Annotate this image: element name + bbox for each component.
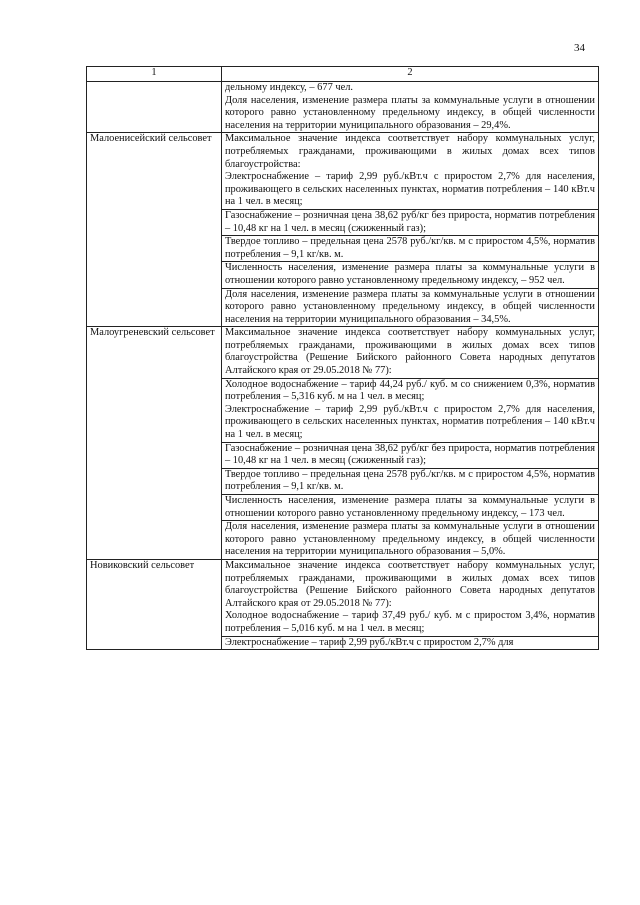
indicator-description — [222, 559, 599, 649]
table-row — [87, 559, 599, 649]
description-paragraph: Холодное водоснабжение – тариф 44,24 руб./ куб. м со снижением 0,3%, норматив потребления – 5,316 куб. м на 1 чел. в месяц; — [222, 378, 598, 404]
description-paragraph: Максимальное значение индекса соответствует набору коммунальных услуг, потребляемых гражданами, проживающими в жилых домах всех типов благоустройства (Решение Бийского районного Совета народных депутатов Алтайского края от 29.05.2018 № 77): — [225, 559, 595, 609]
page-number: 34 — [574, 42, 585, 54]
indicator-description — [222, 327, 599, 560]
municipality-name: Малоугреневский сельсовет — [87, 327, 222, 560]
table-body — [87, 82, 599, 650]
document-table — [86, 66, 599, 650]
indicator-description — [222, 82, 599, 133]
description-paragraph: Численность населения, изменение размера платы за коммунальные услуги в отношении которого равно установленному предельному индексу, – 173 чел. — [222, 494, 598, 520]
description-paragraph: Электроснабжение – тариф 2,99 руб./кВт.ч с приростом 2,7% для населения, проживающего в сельских населенных пунктах, норматив потребления – 140 кВт.ч на 1 чел. в месяц; — [225, 171, 595, 208]
description-paragraph: Доля населения, изменение размера платы за коммунальные услуги в отношении которого равно установленному предельному индексу, в общей численности населения на территории муниципального образования – 34,5%. — [222, 288, 598, 327]
description-paragraph: Газоснабжение – розничная цена 38,62 руб/кг без прироста, норматив потребления – 10,48 кг на 1 чел. в месяц (сжиженный газ); — [222, 442, 598, 468]
description-paragraph: Максимальное значение индекса соответствует набору коммунальных услуг, потребляемых гражданами, проживающими в жилых домах всех типов благоустройства: — [225, 133, 595, 170]
description-paragraph: Электроснабжение – тариф 2,99 руб./кВт.ч с приростом 2,7% для — [222, 636, 598, 650]
description-paragraph: Газоснабжение – розничная цена 38,62 руб/кг без прироста, норматив потребления – 10,48 кг на 1 чел. в месяц (сжиженный газ); — [222, 209, 598, 235]
column-header-1: 1 — [87, 67, 222, 82]
column-header-2: 2 — [222, 67, 599, 82]
municipality-name: Новиковский сельсовет — [87, 559, 222, 649]
municipality-name: Малоенисейский сельсовет — [87, 133, 222, 327]
description-paragraph: Холодное водоснабжение – тариф 37,49 руб./ куб. м с приростом 3,4%, норматив потребления – 5,016 куб. м на 1 чел. в месяц; — [225, 610, 595, 634]
table-row — [87, 82, 599, 133]
municipality-name — [87, 82, 222, 133]
description-paragraph: Максимальное значение индекса соответствует набору коммунальных услуг, потребляемых гражданами, проживающими в жилых домах всех типов благоустройства (Решение Бийского районного Совета народных депутатов Алтайского края от 29.05.2018 № 77): — [225, 327, 595, 377]
table-row — [87, 133, 599, 327]
table-header-row — [87, 67, 599, 82]
description-paragraph: Доля населения, изменение размера платы за коммунальные услуги в отношении которого равно установленному предельному индексу, в общей численности населения на территории муниципального образования – 5,0%. — [222, 520, 598, 559]
table-row — [87, 327, 599, 560]
indicator-description — [222, 133, 599, 327]
description-paragraph: Твердое топливо – предельная цена 2578 руб./кг/кв. м с приростом 4,5%, норматив потребления – 9,1 кг/кв. м. — [222, 235, 598, 261]
description-paragraph: Численность населения, изменение размера платы за коммунальные услуги в отношении которого равно установленному предельному индексу, – 952 чел. — [222, 261, 598, 287]
description-paragraph: Электроснабжение – тариф 2,99 руб./кВт.ч с приростом 2,7% для населения, проживающего в сельских населенных пунктах, норматив потребления – 140 кВт.ч на 1 чел. в месяц; — [225, 403, 595, 441]
description-paragraph: дельному индексу, – 677 чел. — [225, 82, 353, 93]
description-paragraph: Доля населения, изменение размера платы за коммунальные услуги в отношении которого равно установленному предельному индексу, в общей численности населения на территории муниципального образования – 29,4%. — [225, 94, 595, 131]
description-paragraph: Твердое топливо – предельная цена 2578 руб./кг/кв. м с приростом 4,5%, норматив потребления – 9,1 кг/кв. м. — [222, 468, 598, 494]
